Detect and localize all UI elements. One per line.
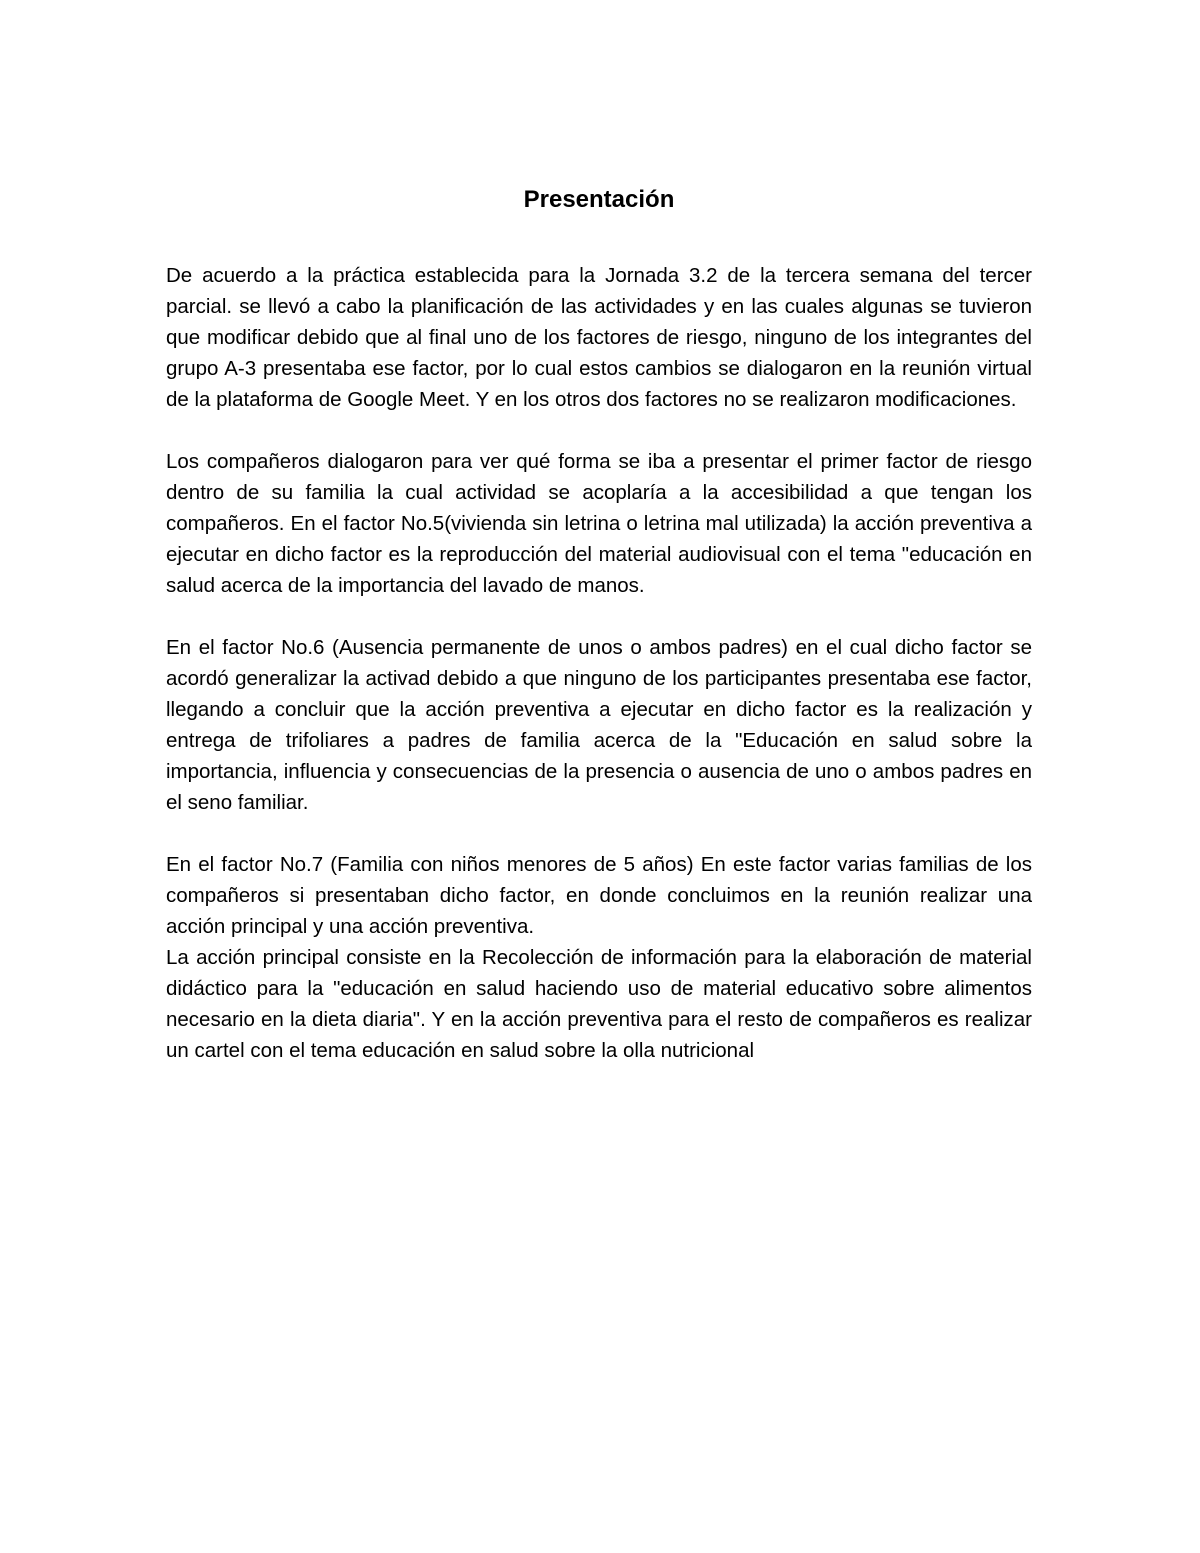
document-title: Presentación bbox=[523, 186, 675, 213]
paragraph-factor-7: En el factor No.7 (Familia con niños menores de 5 años) En este factor varias familias de los compañeros si presentaban dicho factor, en donde concluimos en la reunión realizar una acción principal y una acción preventiva. bbox=[166, 853, 1032, 938]
paragraph-intro: De acuerdo a la práctica establecida para la Jornada 3.2 de la tercera semana del tercer parcial. se llevó a cabo la planificación de las actividades y en las cuales algunas se tuvieron que modificar debido que al final uno de los factores de riesgo, ninguno de los integrantes del grupo A-3 presentaba ese factor, por lo cual estos cambios se dialogaron en la reunión virtual de la plataforma de Google Meet. Y en los otros dos factores no se realizaron modificaciones. bbox=[166, 264, 1032, 411]
paragraph-factor-6: En el factor No.6 (Ausencia permanente de unos o ambos padres) en el cual dicho factor se acordó generalizar la activad debido a que ninguno de los participantes presentaba ese factor, llegando a concluir que la acción preventiva a ejecutar en dicho factor es la realización y entrega de trifoliares a padres de familia acerca de la "Educación en salud sobre la importancia, influencia y consecuencias de la presencia o ausencia de uno o ambos padres en el seno familiar. bbox=[166, 636, 1032, 814]
paragraph-main-action: La acción principal consiste en la Recolección de información para la elaboración de material didáctico para la "educación en salud haciendo uso de material educativo sobre alimentos necesario en la dieta diaria". Y en la acción preventiva para el resto de compañeros es realizar un cartel con el tema educación en salud sobre la olla nutricional bbox=[166, 946, 1032, 1062]
paragraph-factor-5: Los compañeros dialogaron para ver qué forma se iba a presentar el primer factor de riesgo dentro de su familia la cual actividad se acoplaría a la accesibilidad a que tengan los compañeros. En el factor No.5(vivienda sin letrina o letrina mal utilizada) la acción preventiva a ejecutar en dicho factor es la reproducción del material audiovisual con el tema "educación en salud acerca de la importancia del lavado de manos. bbox=[166, 450, 1032, 597]
document-body bbox=[166, 180, 1032, 1097]
